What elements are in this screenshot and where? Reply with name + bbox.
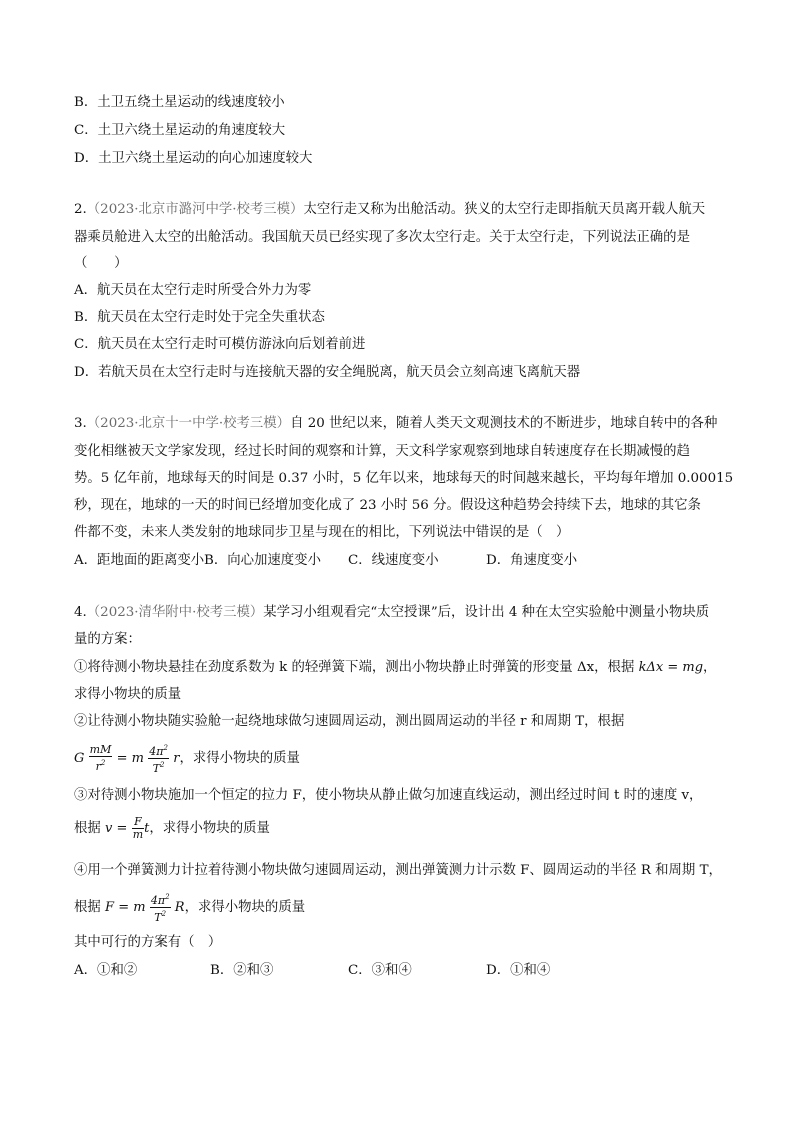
q4-method-4-eq-f: F = m xyxy=(105,900,146,915)
q4-method-3-eq-v: v = xyxy=(105,821,128,836)
q1-option-b: B．土卫五绕土星运动的线速度较小 xyxy=(74,95,285,110)
q4-method-4-line-1: ④用一个弹簧测力计拉着待测小物块做匀速圆周运动，测出弹簧测力计示数 F、圆周运动的半径 R 和周期 T， xyxy=(74,863,722,878)
q4-method-4-tail: ，求得小物块的质量 xyxy=(184,900,306,915)
q3-stem-line-2: 变化相继被天文学家发现，经过长时间的观察和计算，天文科学家观察到地球自转速度存在长期减慢的趋 xyxy=(74,444,690,459)
q4-stem-line-2: 量的方案： xyxy=(74,632,141,647)
q4-method-4-frac-den-var: T xyxy=(154,911,162,924)
q4-stem-text-1: 某学习小组观看完“太空授课”后，设计出 4 种在太空实验舱中测量小物块质 xyxy=(263,605,710,620)
q4-method-1-comma: ， xyxy=(703,660,717,675)
q4-method-2-frac1-num: mM xyxy=(89,743,112,756)
q2-stem-line-1 xyxy=(74,201,705,219)
q4-method-2-eq-end: r xyxy=(173,751,180,766)
q2-option-c: C．航天员在太空行走时可模仿游泳向后划着前进 xyxy=(74,337,366,352)
q4-method-3-eq-t: t xyxy=(144,821,150,836)
q4-option-c: C．③和④ xyxy=(348,963,412,978)
q3-option-d: D．角速度变小 xyxy=(486,553,578,568)
q4-method-2-frac2-num: $4\pi^2$ xyxy=(149,744,168,758)
q1-option-c: C．土卫六绕土星运动的角速度较大 xyxy=(74,123,286,138)
q3-number: 3. xyxy=(74,416,87,431)
q4-question: 其中可行的方案有（ ） xyxy=(74,935,222,950)
q4-method-2-eq-mid: = m xyxy=(116,751,144,766)
q4-method-3-frac-num: F xyxy=(132,816,144,829)
q4-method-1-equation: kΔx = mg xyxy=(638,660,704,675)
q4-method-4-line-2 xyxy=(74,891,305,924)
q2-stem-line-2: 器乘员舱进入太空的出舱活动。我国航天员已经实现了多次太空行走。关于太空行走，下列说法正确的是 xyxy=(74,230,690,245)
q4-option-a: A．①和② xyxy=(74,963,138,978)
q1-option-d: D．土卫六绕土星运动的向心加速度较大 xyxy=(74,151,313,166)
q4-method-3-frac-den: m xyxy=(132,828,144,841)
q3-stem-line-5: 件都不变，未来人类发射的地球同步卫星与现在的相比，下列说法中错误的是（ ） xyxy=(74,525,570,540)
q2-number: 2. xyxy=(74,202,87,217)
q4-method-2-eq-g: G xyxy=(74,751,85,766)
q2-source: （2023·北京市潞河中学·校考三模） xyxy=(86,202,304,217)
q2-option-b: B．航天员在太空行走时处于完全失重状态 xyxy=(74,310,325,325)
q4-method-2-frac1-den-var: r xyxy=(95,760,101,773)
q4-method-3-line-1: ③对待测小物块施加一个恒定的拉力 F，使小物块从静止做匀加速直线运动，测出经过时间 t 时的速度 v， xyxy=(74,788,703,803)
q4-method-1-text: ①将待测小物块悬挂在劲度系数为 k 的轻弹簧下端，测出小物块静止时弹簧的形变量 Δx，根据 xyxy=(74,660,635,675)
q4-method-3-line-2 xyxy=(74,816,270,842)
q4-method-2-fraction-2 xyxy=(148,742,169,775)
q4-method-2-line-2 xyxy=(74,742,300,775)
q4-method-4-eq-r: R xyxy=(174,900,185,915)
q2-option-d: D．若航天员在太空行走时与连接航天器的安全绳脱离，航天员会立刻高速飞离航天器 xyxy=(74,365,581,380)
q4-method-2-tail: ，求得小物块的质量 xyxy=(179,751,300,766)
q4-method-4-fraction xyxy=(150,891,171,924)
q2-answer-blank: （ ） xyxy=(74,256,128,271)
q3-source: （2023·北京十一中学·校考三模） xyxy=(86,416,291,431)
q4-method-3-prefix: 根据 xyxy=(74,821,101,836)
q4-method-2-fraction-1 xyxy=(89,744,113,773)
q4-number: 4. xyxy=(74,605,87,620)
q4-method-2-line-1: ②让待测小物块随实验舱一起绕地球做匀速圆周运动，测出圆周运动的半径 r 和周期 T，根据 xyxy=(74,714,625,729)
q3-option-a: A．距地面的距离变小 xyxy=(74,553,205,568)
q3-option-c: C．线速度变小 xyxy=(348,553,439,568)
q4-method-2-frac2-den: $T^2$ xyxy=(152,761,165,775)
q4-source: （2023·清华附中·校考三模） xyxy=(86,605,264,620)
q4-method-2-frac2-den-var: T xyxy=(152,762,161,775)
q3-stem-text-1: 自 20 世纪以来，随着人类天文观测技术的不断进步，地球自转中的各种 xyxy=(290,416,718,431)
q3-option-b: B．向心加速度变小 xyxy=(204,553,321,568)
q4-method-3-tail: ，求得小物块的质量 xyxy=(149,821,270,836)
q4-method-4-frac-num: $4\pi^2$ xyxy=(150,893,170,907)
q4-method-1-line-1 xyxy=(74,659,716,677)
q4-option-d: D．①和④ xyxy=(486,963,551,978)
q2-option-a: A．航天员在太空行走时所受合外力为零 xyxy=(74,283,312,298)
q3-stem-line-4: 秒，现在，地球的一天的时间已经增加变化成了 23 小时 56 分。假设这种趋势会持续下去，地球的其它条 xyxy=(74,498,701,513)
q3-stem-line-1 xyxy=(74,415,717,433)
q4-method-2-frac1-den: $r^2$ xyxy=(95,759,106,773)
q3-stem-line-3: 势。5 亿年前，地球每天的时间是 0.37 小时，5 亿年以来，地球每天的时间越来越长，平均每年增加 0.00015 xyxy=(74,471,734,486)
q2-stem-text-1: 太空行走又称为出舱活动。狭义的太空行走即指航天员离开载人航天 xyxy=(303,202,706,217)
q4-method-1-line-2: 求得小物块的质量 xyxy=(74,687,182,702)
q4-method-3-fraction xyxy=(132,816,144,841)
q4-method-4-frac-den: $T^2$ xyxy=(154,910,167,924)
q4-method-2-frac2-num-var: 4π xyxy=(149,745,164,758)
q4-method-4-frac-num-var: 4π xyxy=(150,894,166,907)
q4-stem-line-1 xyxy=(74,604,709,622)
q4-method-4-prefix: 根据 xyxy=(74,900,101,915)
q4-option-b: B．②和③ xyxy=(210,963,274,978)
